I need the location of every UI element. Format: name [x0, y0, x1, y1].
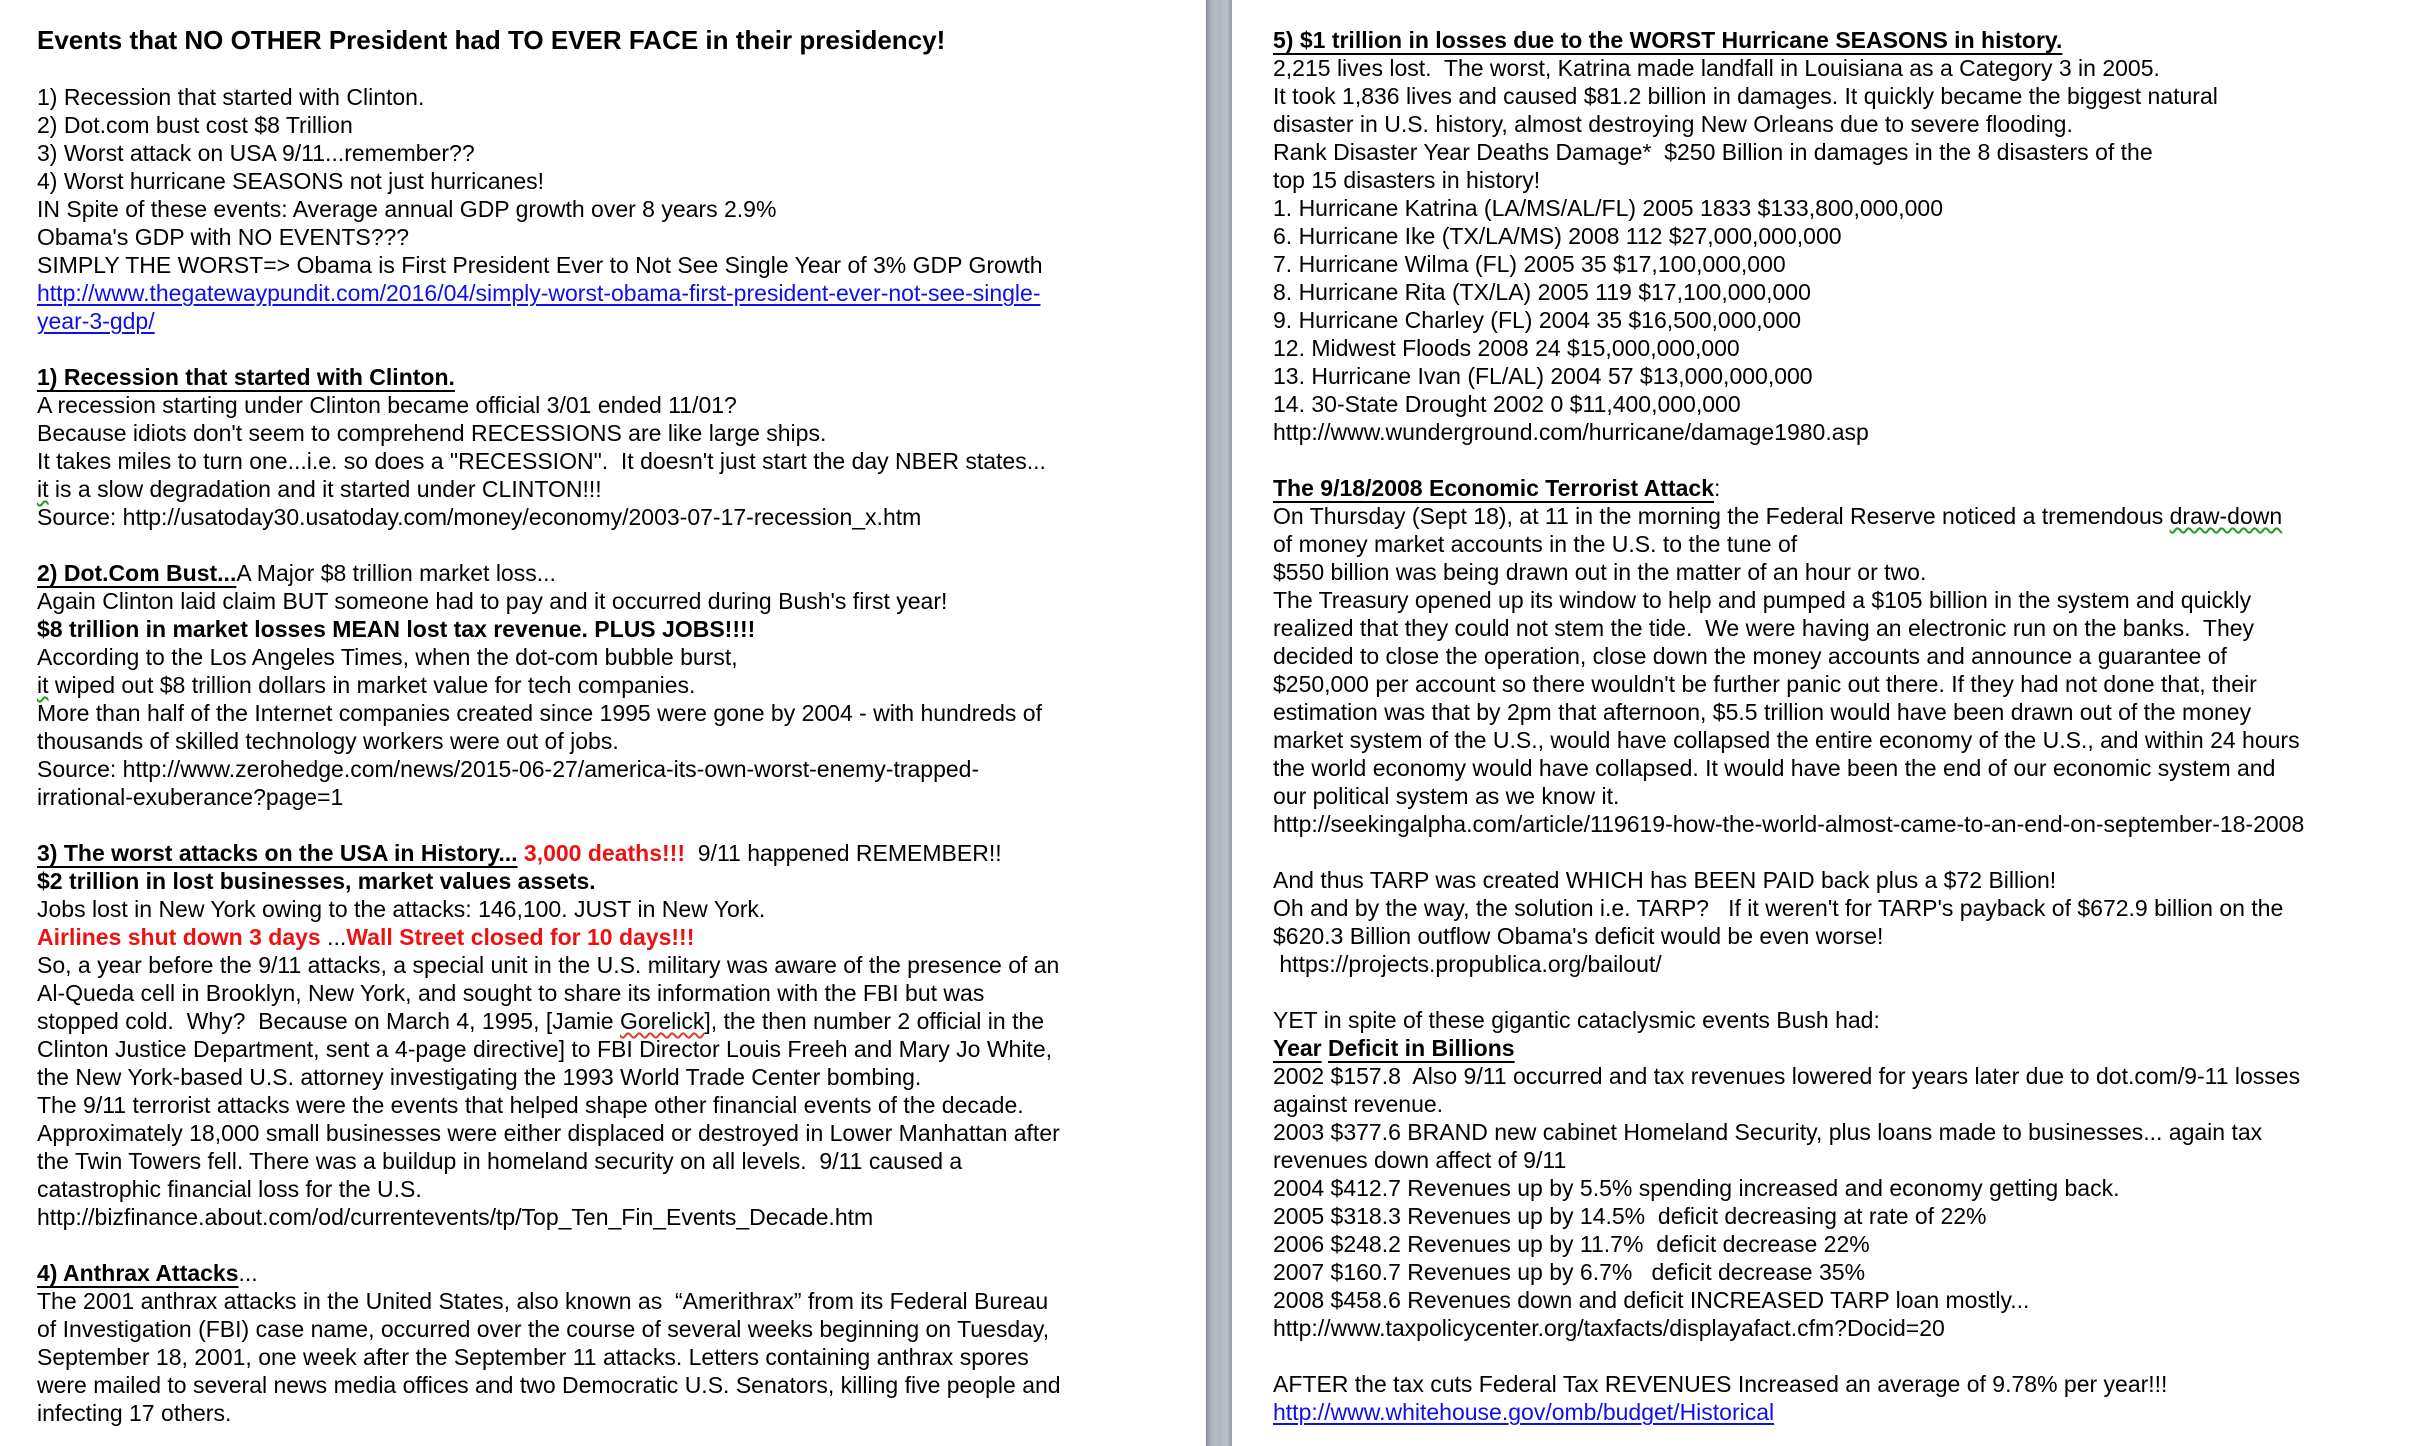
- text-line: [37, 111, 1200, 139]
- text-line: [1273, 82, 2430, 110]
- text-line: [37, 223, 1200, 251]
- text-line: [1273, 698, 2430, 726]
- text-line: [37, 1343, 1200, 1371]
- hyperlink[interactable]: http://www.whitehouse.gov/omb/budget/Historical: [1273, 1399, 1775, 1425]
- text-run: http://bizfinance.about.com/od/currentevents/tp/Top_Ten_Fin_Events_Decade.htm: [37, 1204, 874, 1230]
- text-line: [37, 167, 1200, 195]
- text-line: [1273, 894, 2430, 922]
- text-run: 2008 $458.6 Revenues down and deficit INCREASED TARP loan mostly...: [1273, 1287, 2030, 1313]
- text-line: [1273, 1230, 2430, 1258]
- text-line: [1273, 922, 2430, 950]
- text-run: So, a year before the 9/11 attacks, a special unit in the U.S. military was aware of the presence of an: [37, 952, 1060, 978]
- text-line: [37, 699, 1200, 727]
- text-line: [1273, 866, 2430, 894]
- text-run: our political system as we know it.: [1273, 783, 1620, 809]
- text-line: [37, 475, 1200, 503]
- text-line: [37, 1287, 1200, 1315]
- text-run: More than half of the Internet companies created since 1995 were gone by 2004 - with hundreds of: [37, 700, 1042, 726]
- text-run: the Twin Towers fell. There was a buildup in homeland security on all levels. 9/11 caused a: [37, 1148, 963, 1174]
- section-heading-918: [1273, 474, 2430, 502]
- text-line: [37, 1231, 1200, 1259]
- text-run: http://www.taxpolicycenter.org/taxfacts/displayafact.cfm?Docid=20: [1273, 1315, 1945, 1341]
- text-run: A recession starting under Clinton became official 3/01 ended 11/01?: [37, 392, 737, 418]
- text-line: [1273, 1314, 2430, 1342]
- text-line: [37, 195, 1200, 223]
- text-line: [37, 83, 1200, 111]
- text-line: [37, 419, 1200, 447]
- text-run: http://seekingalpha.com/article/119619-how-the-world-almost-came-to-an-end-on-september-18-2008: [1273, 811, 2305, 837]
- text-line: [37, 867, 1200, 895]
- text-line: [37, 1203, 1200, 1231]
- text-run: decided to close the operation, close down the money accounts and announce a guarantee of: [1273, 643, 2227, 669]
- spellcheck-flagged-word: Gorelick: [620, 1008, 705, 1034]
- text-run: Obama's GDP with NO EVENTS???: [37, 224, 410, 250]
- text-run: It takes miles to turn one...i.e. so does a "RECESSION". It doesn't just start the day NBER states...: [37, 448, 1046, 474]
- text-line: [37, 307, 1200, 335]
- text-run: 12. Midwest Floods 2008 24 $15,000,000,000: [1273, 335, 1740, 361]
- heading-text: 3) The worst attacks on the USA in History...: [37, 840, 518, 866]
- text-run: disaster in U.S. history, almost destroying New Orleans due to severe flooding.: [1273, 111, 2073, 137]
- text-run: Oh and by the way, the solution i.e. TARP? If it weren't for TARP's payback of $672.9 billion on the: [1273, 895, 2284, 921]
- text-line: [1273, 754, 2430, 782]
- text-run: 6. Hurricane Ike (TX/LA/MS) 2008 112 $27,000,000,000: [1273, 223, 1842, 249]
- left-page: [0, 0, 1206, 1446]
- text-run: 2) Dot.com bust cost $8 Trillion: [37, 112, 353, 138]
- text-line: [1273, 978, 2430, 1006]
- text-run: against revenue.: [1273, 1091, 1444, 1117]
- text-run: 4) Worst hurricane SEASONS not just hurricanes!: [37, 168, 545, 194]
- text-run: stopped cold. Why? Because on March 4, 1995, [Jamie: [37, 1008, 620, 1034]
- text-line: [37, 139, 1200, 167]
- text-line: [37, 811, 1200, 839]
- spellcheck-flagged-word: it: [37, 672, 49, 698]
- text-line: [1273, 670, 2430, 698]
- text-run: 2005 $318.3 Revenues up by 14.5% deficit decreasing at rate of 22%: [1273, 1203, 1987, 1229]
- text-line: [37, 251, 1200, 279]
- text-run: Source: http://usatoday30.usatoday.com/money/economy/2003-07-17-recession_x.htm: [37, 504, 922, 530]
- text-line: [1273, 1258, 2430, 1286]
- text-line: [37, 1063, 1200, 1091]
- text-line: [37, 895, 1200, 923]
- text-line: [37, 1399, 1200, 1427]
- text-run: ...: [327, 924, 347, 950]
- text-run: catastrophic financial loss for the U.S.: [37, 1176, 422, 1202]
- text-line: [37, 503, 1200, 531]
- text-line: [1273, 810, 2430, 838]
- text-run: 13. Hurricane Ivan (FL/AL) 2004 57 $13,000,000,000: [1273, 363, 1813, 389]
- text-line: [1273, 558, 2430, 586]
- text-line: [37, 671, 1200, 699]
- text-line: [1273, 530, 2430, 558]
- text-run: Rank Disaster Year Deaths Damage* $250 Billion in damages in the 8 disasters of the: [1273, 139, 2153, 165]
- text-run: https://projects.propublica.org/bailout/: [1273, 951, 1662, 977]
- text-line: [37, 1147, 1200, 1175]
- text-line: [1273, 502, 2430, 530]
- text-run: Jobs lost in New York owing to the attacks: 146,100. JUST in New York.: [37, 896, 766, 922]
- text-run: 9/11 happened REMEMBER!!: [684, 840, 1002, 866]
- text-line: [1273, 418, 2430, 446]
- text-run: 3) Worst attack on USA 9/11...remember??: [37, 140, 475, 166]
- text-line: [1273, 1342, 2430, 1370]
- text-line: [1273, 1174, 2430, 1202]
- text-run: ...: [238, 1260, 258, 1286]
- text-run: $620.3 Billion outflow Obama's deficit would be even worse!: [1273, 923, 1884, 949]
- spellcheck-flagged-word: it: [37, 476, 49, 502]
- text-run: $2 trillion in lost businesses, market values assets.: [37, 868, 596, 894]
- heading-text: Year: [1273, 1035, 1322, 1061]
- text-run: AFTER the tax cuts Federal Tax REVENUES Increased an average of 9.78% per year!!!: [1273, 1371, 2168, 1397]
- text-run: is a slow degradation and it started under CLINTON!!!: [48, 476, 602, 502]
- text-line: [1273, 446, 2430, 474]
- text-run: 7. Hurricane Wilma (FL) 2005 35 $17,100,000,000: [1273, 251, 1786, 277]
- text-line: [37, 727, 1200, 755]
- text-run: 1) Recession that started with Clinton.: [37, 84, 425, 110]
- text-run: September 18, 2001, one week after the September 11 attacks. Letters containing anthrax spores: [37, 1344, 1029, 1370]
- text-line: [1273, 138, 2430, 166]
- text-line: [1273, 642, 2430, 670]
- text-run: 2002 $157.8 Also 9/11 occurred and tax revenues lowered for years later due to dot.com/9-11 losses: [1273, 1063, 2301, 1089]
- text-run: $250,000 per account so there wouldn't be further panic out there. If they had not done that, their: [1273, 671, 2257, 697]
- text-line: [37, 447, 1200, 475]
- text-run: 2003 $377.6 BRAND new cabinet Homeland Security, plus loans made to businesses... again tax: [1273, 1119, 2263, 1145]
- spellcheck-flagged-word: draw-down: [2169, 503, 2283, 529]
- text-line: [37, 1035, 1200, 1063]
- text-line: [1273, 782, 2430, 810]
- text-line: [37, 1371, 1200, 1399]
- text-run: market system of the U.S., would have collapsed the entire economy of the U.S., and within 24 hours: [1273, 727, 2300, 753]
- text-line: [1273, 54, 2430, 82]
- text-run: According to the Los Angeles Times, when the dot-com bubble burst,: [37, 644, 738, 670]
- text-line: [1273, 390, 2430, 418]
- document-title: [37, 26, 1200, 55]
- text-line: [1273, 362, 2430, 390]
- text-line: [37, 1175, 1200, 1203]
- right-page: [1232, 0, 2434, 1446]
- red-emphasis-text: Airlines shut down 3 days: [37, 924, 328, 950]
- text-run: A Major $8 trillion market loss...: [236, 560, 556, 586]
- text-run: Again Clinton laid claim BUT someone had to pay and it occurred during Bush's first year!: [37, 588, 948, 614]
- text-run: YET in spite of these gigantic cataclysmic events Bush had:: [1273, 1007, 1880, 1033]
- text-line: [37, 979, 1200, 1007]
- text-run: SIMPLY THE WORST=> Obama is First President Ever to Not See Single Year of 3% GDP Growth: [37, 252, 1043, 278]
- text-line: [37, 531, 1200, 559]
- text-line: [37, 1091, 1200, 1119]
- heading-text: 5) $1 trillion in losses due to the WORST Hurricane SEASONS in history.: [1273, 27, 2063, 53]
- text-line: [1273, 1062, 2430, 1090]
- text-run: the New York-based U.S. attorney investigating the 1993 World Trade Center bombing.: [37, 1064, 922, 1090]
- text-run: of money market accounts in the U.S. to the tune of: [1273, 531, 1798, 557]
- text-run: top 15 disasters in history!: [1273, 167, 1541, 193]
- text-run: 1. Hurricane Katrina (LA/MS/AL/FL) 2005 1833 $133,800,000,000: [1273, 195, 1943, 221]
- text-run: Events that NO OTHER President had TO EVER FACE in their presidency!: [37, 25, 946, 55]
- text-line: [1273, 1286, 2430, 1314]
- heading-text: 4) Anthrax Attacks: [37, 1260, 239, 1286]
- text-line: [1273, 1202, 2430, 1230]
- text-run: Approximately 18,000 small businesses were either displaced or destroyed in Lower Manhattan after: [37, 1120, 1060, 1146]
- hyperlink[interactable]: year-3-gdp/: [37, 308, 155, 334]
- section-heading-4: [37, 1259, 1200, 1287]
- text-line: [1273, 194, 2430, 222]
- text-line: [37, 923, 1200, 951]
- text-run: $550 billion was being drawn out in the matter of an hour or two.: [1273, 559, 1927, 585]
- section-heading-5: [1273, 26, 2430, 54]
- text-line: [1273, 1006, 2430, 1034]
- text-run: It took 1,836 lives and caused $81.2 billion in damages. It quickly became the biggest natural: [1273, 83, 2218, 109]
- text-line: [37, 1007, 1200, 1035]
- text-line: [37, 783, 1200, 811]
- text-line: [37, 951, 1200, 979]
- text-line: [1273, 1398, 2430, 1426]
- text-line: [1273, 334, 2430, 362]
- section-heading-3: [37, 839, 1200, 867]
- text-run: On Thursday (Sept 18), at 11 in the morning the Federal Reserve noticed a tremendous: [1273, 503, 2170, 529]
- text-run: $8 trillion in market losses MEAN lost tax revenue. PLUS JOBS!!!!: [37, 616, 756, 642]
- section-heading-2: [37, 559, 1200, 587]
- text-run: Clinton Justice Department, sent a 4-page directive] to FBI Director Louis Freeh and Mary Jo White,: [37, 1036, 1052, 1062]
- text-run: 8. Hurricane Rita (TX/LA) 2005 119 $17,100,000,000: [1273, 279, 1811, 305]
- text-line: [1273, 110, 2430, 138]
- text-run: 14. 30-State Drought 2002 0 $11,400,000,000: [1273, 391, 1741, 417]
- text-line: [1273, 726, 2430, 754]
- text-run: wiped out $8 trillion dollars in market value for tech companies.: [48, 672, 696, 698]
- text-run: infecting 17 others.: [37, 1400, 232, 1426]
- text-line: [37, 279, 1200, 307]
- text-line: [37, 587, 1200, 615]
- text-run: 2007 $160.7 Revenues up by 6.7% deficit decrease 35%: [1273, 1259, 1866, 1285]
- text-line: [1273, 250, 2430, 278]
- heading-text: Deficit in Billions: [1328, 1035, 1515, 1061]
- text-run: were mailed to several news media offices and two Democratic U.S. Senators, killing five people and: [37, 1372, 1061, 1398]
- text-run: IN Spite of these events: Average annual GDP growth over 8 years 2.9%: [37, 196, 777, 222]
- section-heading-deficit: [1273, 1034, 2430, 1062]
- text-run: irrational-exuberance?page=1: [37, 784, 344, 810]
- text-line: [1273, 1146, 2430, 1174]
- text-run: :: [1714, 475, 1721, 501]
- pane-divider[interactable]: [1206, 0, 1232, 1446]
- text-line: [37, 55, 1200, 83]
- text-line: [1273, 166, 2430, 194]
- text-line: [1273, 278, 2430, 306]
- text-run: The Treasury opened up its window to help and pumped a $105 billion in the system and quickly: [1273, 587, 2252, 613]
- text-run: revenues down affect of 9/11: [1273, 1147, 1567, 1173]
- text-line: [1273, 838, 2430, 866]
- hyperlink[interactable]: http://www.thegatewaypundit.com/2016/04/simply-worst-obama-first-president-ever-not-see-single-: [37, 280, 1041, 306]
- text-line: [1273, 1118, 2430, 1146]
- text-line: [1273, 1090, 2430, 1118]
- text-line: [37, 391, 1200, 419]
- text-line: [37, 1315, 1200, 1343]
- text-run: estimation was that by 2pm that afternoon, $5.5 trillion would have been drawn out of the money: [1273, 699, 2252, 725]
- text-run: the world economy would have collapsed. It would have been the end of our economic system and: [1273, 755, 2276, 781]
- text-line: [37, 335, 1200, 363]
- text-run: The 9/11 terrorist attacks were the events that helped shape other financial events of the decade.: [37, 1092, 1024, 1118]
- text-run: ], the then number 2 official in the: [704, 1008, 1045, 1034]
- text-line: [37, 643, 1200, 671]
- text-run: realized that they could not stem the tide. We were having an electronic run on the banks. They: [1273, 615, 2255, 641]
- section-heading-1: [37, 363, 1200, 391]
- text-line: [37, 1119, 1200, 1147]
- red-emphasis-text: Wall Street closed for 10 days!!!: [346, 924, 695, 950]
- text-run: 9. Hurricane Charley (FL) 2004 35 $16,500,000,000: [1273, 307, 1802, 333]
- heading-text: The 9/18/2008 Economic Terrorist Attack: [1273, 475, 1715, 501]
- text-run: of Investigation (FBI) case name, occurred over the course of several weeks beginning on Tuesday,: [37, 1316, 1050, 1342]
- heading-text: 1) Recession that started with Clinton.: [37, 364, 455, 390]
- text-line: [37, 615, 1200, 643]
- text-run: http://www.wunderground.com/hurricane/damage1980.asp: [1273, 419, 1869, 445]
- text-run: Al-Queda cell in Brooklyn, New York, and sought to share its information with the FBI but was: [37, 980, 985, 1006]
- text-line: [1273, 950, 2430, 978]
- red-emphasis-text: 3,000 deaths!!!: [523, 840, 685, 866]
- text-line: [37, 755, 1200, 783]
- heading-text: 2) Dot.Com Bust...: [37, 560, 237, 586]
- text-line: [1273, 614, 2430, 642]
- text-line: [1273, 222, 2430, 250]
- text-line: [1273, 586, 2430, 614]
- text-line: [1273, 306, 2430, 334]
- text-run: 2004 $412.7 Revenues up by 5.5% spending increased and economy getting back.: [1273, 1175, 2120, 1201]
- text-line: [1273, 1370, 2430, 1398]
- text-run: 2006 $248.2 Revenues up by 11.7% deficit decrease 22%: [1273, 1231, 1870, 1257]
- text-run: Source: http://www.zerohedge.com/news/2015-06-27/america-its-own-worst-enemy-trapped-: [37, 756, 980, 782]
- text-run: 2,215 lives lost. The worst, Katrina made landfall in Louisiana as a Category 3 in 2005.: [1273, 55, 2160, 81]
- text-run: thousands of skilled technology workers were out of jobs.: [37, 728, 619, 754]
- text-run: Because idiots don't seem to comprehend RECESSIONS are like large ships.: [37, 420, 827, 446]
- text-run: And thus TARP was created WHICH has BEEN PAID back plus a $72 Billion!: [1273, 867, 2057, 893]
- text-run: The 2001 anthrax attacks in the United States, also known as “Amerithrax” from its Federal Bureau: [37, 1288, 1049, 1314]
